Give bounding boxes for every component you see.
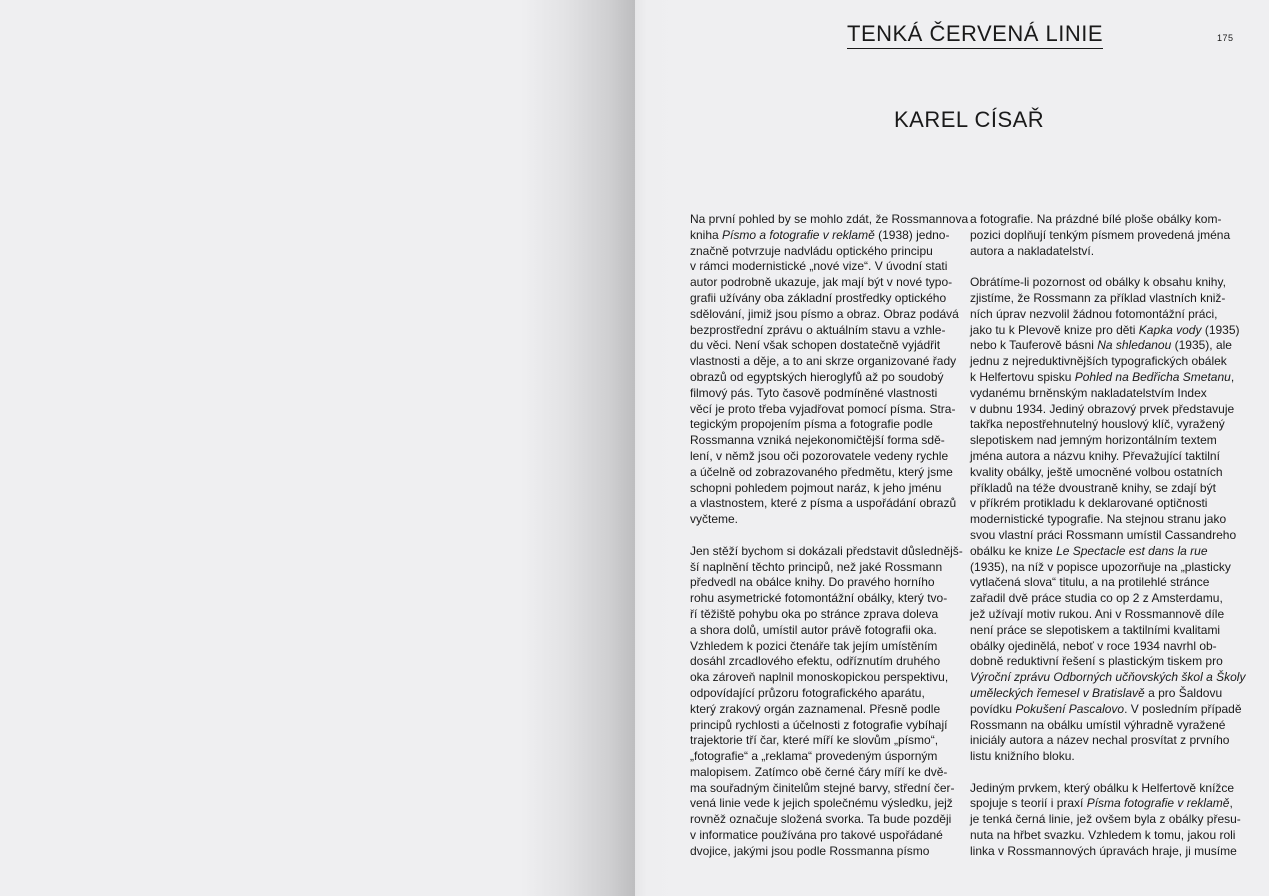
text-line — [970, 544, 1232, 560]
body-text: povídku — [970, 701, 1016, 716]
body-text: (1935), ale — [1171, 338, 1232, 353]
text-line — [970, 465, 1232, 481]
text-line — [690, 718, 952, 734]
body-text: autora a nakladatelství. — [970, 243, 1095, 258]
body-text: lení, v němž jsou oči pozorovatele vedeny rychle — [690, 448, 949, 463]
text-column-right — [970, 212, 1246, 860]
body-text: (1935), na níž v popisce upozorňuje na „plasticky — [970, 559, 1231, 574]
body-text: a vlastnostem, které z písma a uspořádání obrazů — [690, 496, 957, 511]
text-line — [690, 370, 952, 386]
body-text: dobně reduktivní řešení s plastickým tiskem pro — [970, 654, 1223, 669]
body-text: nuta na hřbet svazku. Vzhledem k tomu, jakou roli — [970, 828, 1236, 843]
body-text: (1938) jedno- — [874, 227, 950, 242]
text-line — [690, 323, 952, 339]
body-text: vyčteme. — [690, 512, 739, 527]
text-line — [970, 780, 1235, 797]
body-text: a účelně od zobrazovaného předmětu, který jsme — [690, 464, 953, 479]
text-line — [690, 607, 952, 623]
text-line — [970, 639, 1232, 655]
text-line — [690, 401, 956, 418]
text-line — [690, 623, 952, 639]
text-line — [970, 449, 1232, 465]
text-line — [690, 212, 969, 228]
text-line — [690, 654, 952, 670]
body-text: dosáhl zrcadlového efektu, odříznutím druhého — [690, 654, 941, 669]
text-line — [690, 733, 952, 749]
body-text: iniciály autora a název nechal prosvítat z prvního — [970, 733, 1230, 748]
text-line — [970, 686, 1232, 702]
text-line — [690, 560, 952, 576]
body-text: trajektorie tří čar, které míří ke slovům „písmo“, — [690, 733, 939, 748]
text-line — [970, 575, 1232, 591]
body-text: oka zároveň naplnil monoskopickou perspektivu, — [690, 670, 949, 685]
body-text: zařadil dvě práce studia co op 2 z Amsterdamu, — [970, 591, 1223, 606]
body-text: kniha — [690, 227, 723, 242]
text-line — [690, 591, 952, 607]
text-line — [970, 354, 1232, 370]
page-number: 175 — [1217, 33, 1234, 43]
text-line — [970, 291, 1232, 307]
text-line — [970, 560, 1232, 576]
text-line — [970, 228, 1232, 244]
paragraph-break — [970, 259, 1232, 275]
body-text: ních úprav nezvolil žádnou fotomontážní práci, — [970, 306, 1218, 321]
text-line — [690, 481, 952, 497]
body-text: Rossmanna vzniká nejekonomičtější forma sdě- — [690, 433, 945, 448]
body-text: grafii užívány oba základní prostředky optického — [690, 290, 947, 305]
text-line — [970, 275, 1232, 291]
body-text: du věci. Není však schopen dostatečně vyjádřit — [690, 338, 941, 353]
text-line — [970, 718, 1232, 734]
body-text: sdělování, jimiž jsou písmo a obraz. Obraz podává — [690, 306, 959, 321]
body-text: rohu asymetrické fotomontážní obálky, který tvo- — [690, 591, 948, 606]
text-line — [970, 496, 1232, 512]
italic-title-text: Písma fotografie v reklamě — [1086, 796, 1230, 811]
text-line — [970, 607, 1232, 623]
text-line — [970, 796, 1232, 812]
text-line — [690, 512, 952, 528]
text-line — [970, 433, 1232, 449]
text-line — [690, 780, 955, 797]
italic-title-text: Pokušení Pascalovo — [1015, 701, 1125, 716]
text-line — [970, 749, 1232, 765]
text-line — [690, 244, 952, 260]
running-title: TENKÁ ČERVENÁ LINIE — [847, 20, 1103, 49]
body-text: Obrátíme-li pozornost od obálky k obsahu knihy, — [970, 275, 1226, 290]
body-text: obálku ke knize — [970, 543, 1057, 558]
body-text: v informatice používána pro takové uspořádané — [690, 828, 943, 843]
text-line — [970, 322, 1240, 339]
text-line — [690, 417, 952, 433]
paragraph-break — [690, 528, 952, 544]
body-text: a pro Šaldovu — [1144, 685, 1223, 700]
body-text: autor podrobně ukazuje, jak mají být v nové typo- — [690, 275, 953, 290]
body-text: příkladů na téže dvoustraně knihy, se zdají být — [970, 480, 1216, 495]
body-text: schopni pohledem pojmout naráz, k jeho jménu — [690, 480, 942, 495]
body-text: tegickým propojením písma a fotografie podle — [690, 417, 933, 432]
body-text: obálky ojedinělá, neboť v roce 1934 navrhl ob- — [970, 638, 1217, 653]
text-line — [970, 733, 1232, 749]
body-text: v rámci modernistické „nové vize“. V úvodní stati — [690, 259, 948, 274]
body-text: svou vlastní práci Rossmann umístil Cassandreho — [970, 527, 1237, 542]
text-line — [970, 481, 1232, 497]
body-text: kvality obálky, ještě umocněné volbou ostatních — [970, 464, 1223, 479]
body-text: Rossmann na obálku umístil výhradně vyražené — [970, 717, 1226, 732]
body-text: principů rychlosti a účelnosti z fotografie vybíhají — [690, 717, 948, 732]
text-line — [970, 307, 1232, 323]
body-text: , — [1230, 369, 1235, 384]
body-text: obrazů od egyptských hieroglyfů až po soudobý — [690, 369, 944, 384]
text-line — [690, 433, 952, 449]
body-text: nebo k Tauferově básni — [970, 338, 1098, 353]
text-line — [690, 386, 952, 402]
text-line — [690, 828, 952, 844]
body-text: je tenká černá linie, jež ovšem byla z obálky přesu- — [970, 812, 1241, 827]
text-line — [970, 417, 1232, 433]
body-text: zjistíme, že Rossmann za příklad vlastních kniž- — [970, 290, 1226, 305]
body-text: a shora dolů, umístil autor právě fotografii oka. — [690, 622, 937, 637]
italic-title-text: Na shledanou — [1097, 338, 1172, 353]
body-text: takřka nepostřehnutelný houslový klíč, vyražený — [970, 417, 1225, 432]
body-text: jednu z nejreduktivnějších typografických obálek — [970, 354, 1227, 369]
body-text: k Helfertovu spisku — [970, 369, 1075, 384]
text-line — [690, 575, 952, 591]
body-text: vená linie vede k jejich společnému výsledku, jejž — [690, 796, 953, 811]
body-text: slepotiskem nad jemným horizontálním textem — [970, 433, 1217, 448]
italic-title-text: Kapka vody — [1138, 322, 1202, 337]
body-text: vlastnosti a děje, a to ani skrze organizované řady — [690, 354, 957, 369]
body-text: spojuje s teorií i praxí — [970, 796, 1087, 811]
body-text: ří těžiště pohybu oka po stránce zprava doleva — [690, 606, 939, 621]
text-line — [690, 449, 952, 465]
body-text: Jen stěží bychom si dokázali představit důslednějš- — [690, 543, 963, 558]
italic-title-text: Výroční zprávu Odborných učňovských škol a Školy — [970, 670, 1246, 685]
author-name: KAREL CÍSAŘ — [894, 107, 1045, 132]
body-text: odpovídající průzoru fotografického aparátu, — [690, 685, 925, 700]
text-line — [690, 844, 952, 860]
text-line — [970, 212, 1232, 228]
body-text: jako tu k Plevově knize pro děti — [970, 322, 1139, 337]
paragraph-break — [970, 765, 1232, 781]
text-line — [970, 623, 1232, 639]
italic-title-text: uměleckých řemesel v Bratislavě — [970, 685, 1145, 700]
body-text: . V posledním případě — [1124, 701, 1242, 716]
body-text: a fotografie. Na prázdné bílé ploše obálky kom- — [970, 212, 1222, 226]
body-text: věcí je proto třeba vyjadřovat pomocí písma. Stra- — [690, 401, 956, 416]
text-line — [970, 244, 1232, 260]
body-text: vytlačená slova“ titulu, a na protilehlé stránce — [970, 575, 1210, 590]
text-line — [970, 338, 1232, 354]
body-text: pozici doplňují tenkým písmem provedená jména — [970, 227, 1231, 242]
text-line — [970, 512, 1232, 528]
body-text: linka v Rossmannových úpravách hraje, ji musíme — [970, 843, 1237, 858]
text-line — [690, 306, 959, 323]
italic-title-text: Pohled na Bedřicha Smetanu — [1074, 369, 1231, 384]
body-text: Jediným prvkem, který obálku k Helfertově knížce — [970, 780, 1235, 795]
body-text: Vzhledem k pozici čtenáře tak jejím umístěním — [690, 638, 938, 653]
text-line — [690, 275, 952, 291]
body-text: ší naplnění těchto principů, než jaké Rossmann — [690, 559, 943, 574]
body-text: rovněž označuje složená svorka. Ta bude později — [690, 812, 952, 827]
text-line — [690, 702, 952, 718]
text-line — [690, 228, 952, 244]
text-line — [970, 369, 1235, 386]
body-text: jména autora a názvu knihy. Převažující taktilní — [970, 448, 1220, 463]
body-text: není práce se slepotiskem a taktilními kvalitami — [970, 622, 1221, 637]
text-line — [970, 591, 1232, 607]
italic-title-text: Le Spectacle est dans la rue — [1056, 543, 1208, 558]
text-line — [970, 527, 1237, 544]
text-line — [970, 812, 1241, 828]
text-line — [690, 259, 952, 275]
body-text: dvojice, jakými jsou podle Rossmanna písmo — [690, 843, 930, 858]
text-line — [970, 828, 1236, 844]
text-line — [690, 765, 952, 781]
text-line — [690, 639, 952, 655]
text-line — [690, 465, 952, 481]
body-text: bezprostřední zprávu o aktuálním stavu a vzhle- — [690, 322, 946, 337]
body-text: předvedl na obálce knihy. Do pravého horního — [690, 575, 935, 590]
text-line — [690, 749, 952, 765]
text-line — [690, 812, 952, 828]
text-line — [690, 686, 952, 702]
body-text: značně potvrzuje nadvládu optického principu — [690, 243, 933, 258]
text-line — [690, 496, 957, 512]
text-line — [690, 291, 952, 307]
body-text: listu knižního bloku. — [970, 749, 1075, 764]
text-line — [970, 670, 1246, 686]
text-line — [970, 401, 1235, 418]
text-line — [970, 701, 1242, 718]
text-line — [970, 386, 1232, 402]
text-line — [970, 654, 1232, 670]
body-text: „fotografie“ a „reklama“ provedeným úsporným — [690, 749, 938, 764]
body-text: jež užívají motiv rukou. Ani v Rossmannově díle — [970, 606, 1225, 621]
body-text: modernistické typografie. Na stejnou stranu jako — [970, 512, 1227, 527]
text-column-left — [690, 212, 969, 860]
body-text: Na první pohled by se mohlo zdát, že Rossmannova — [690, 212, 969, 226]
body-text: , — [1229, 796, 1233, 811]
body-text: filmový pás. Tyto časově podmíněné vlastnosti — [690, 385, 938, 400]
body-text: malopisem. Zatímco obě černé čáry míří ke dvě- — [690, 764, 948, 779]
body-text: (1935) — [1201, 322, 1240, 337]
text-line — [970, 843, 1237, 860]
italic-title-text: Písmo a fotografie v reklamě — [722, 227, 875, 242]
text-line — [690, 796, 952, 812]
body-text: vydanému brněnským nakladatelstvím Index — [970, 385, 1207, 400]
body-text: v příkrém protikladu k deklarované optičnosti — [970, 496, 1208, 511]
text-line — [690, 338, 952, 354]
body-text: v dubnu 1934. Jediný obrazový prvek představuje — [970, 401, 1235, 416]
text-line — [690, 670, 952, 686]
text-line — [690, 354, 957, 370]
body-text: který zrakový orgán zaznamenal. Přesně podle — [690, 701, 941, 716]
body-text: ma souřadným činitelům stejné barvy, střední čer- — [690, 780, 955, 795]
text-line — [690, 543, 963, 560]
